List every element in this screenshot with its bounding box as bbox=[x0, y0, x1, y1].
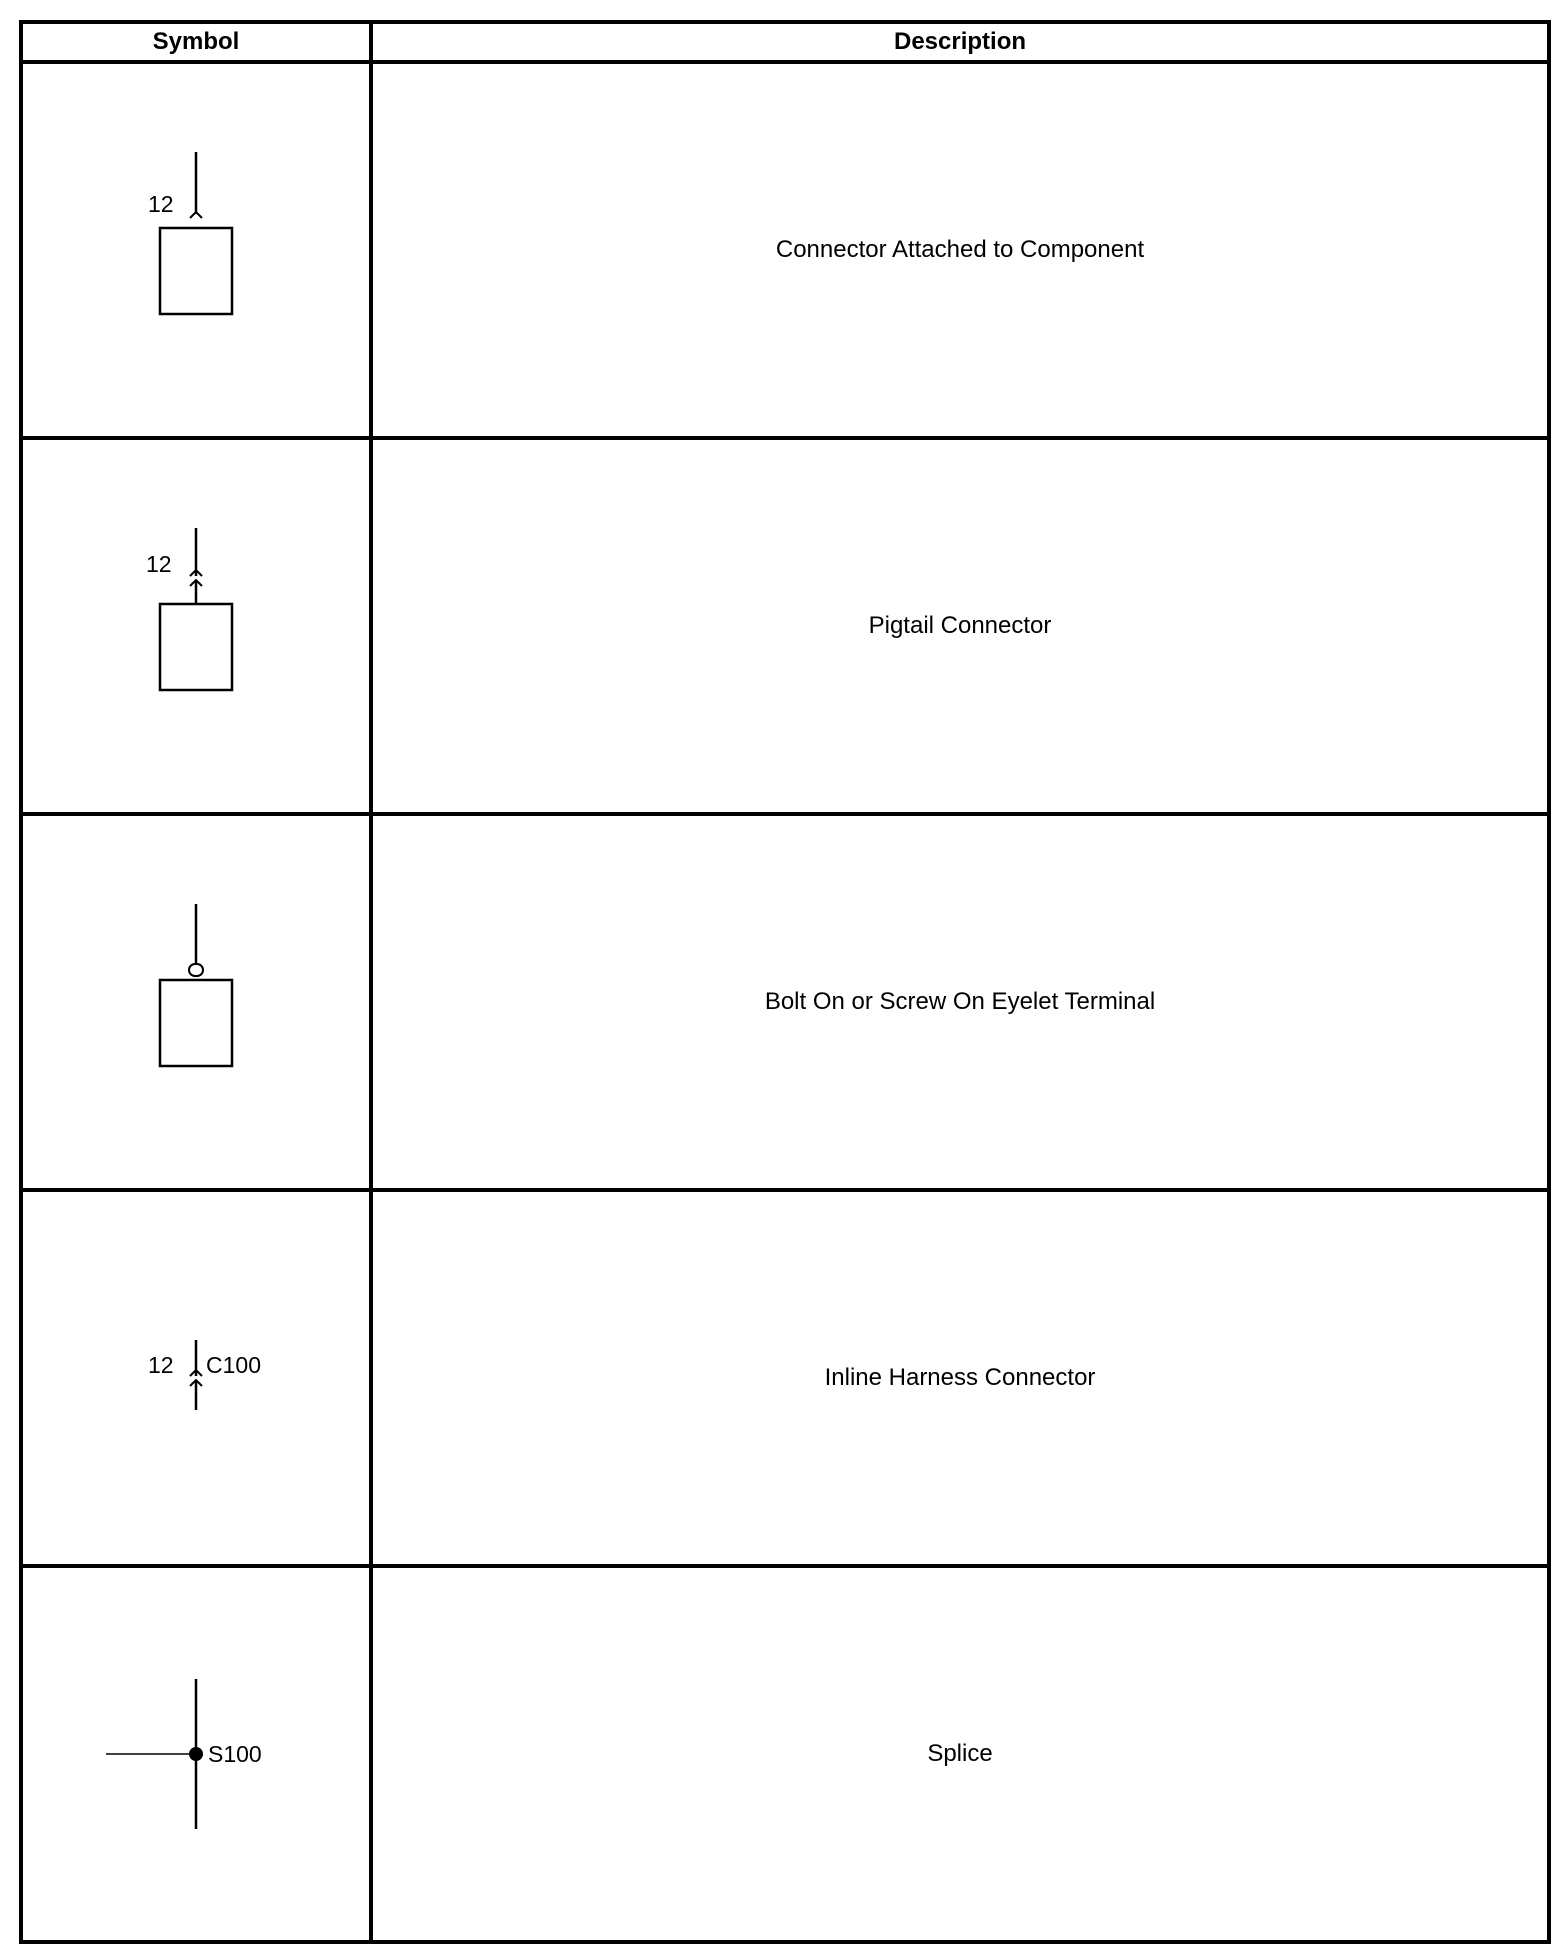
table-row bbox=[21, 438, 1549, 814]
table-row bbox=[21, 1190, 1549, 1566]
table-row bbox=[21, 62, 1549, 438]
pin-number-label: 12 bbox=[148, 191, 174, 217]
pin-number-label: 12 bbox=[146, 551, 172, 577]
connector-id-label: C100 bbox=[206, 1352, 261, 1378]
pigtail-connector-icon bbox=[96, 516, 296, 736]
eyelet-terminal-icon bbox=[96, 892, 296, 1112]
symbol-cell bbox=[21, 1566, 371, 1942]
description-cell bbox=[371, 62, 1549, 438]
splice-id-label: S100 bbox=[208, 1741, 262, 1767]
description-text: Inline Harness Connector bbox=[824, 1364, 1096, 1391]
header-symbol: Symbol bbox=[21, 22, 371, 62]
table-row bbox=[21, 1566, 1549, 1942]
pin-number-label: 12 bbox=[148, 1352, 174, 1378]
description-text: Pigtail Connector bbox=[868, 612, 1052, 639]
inline-harness-connector-icon bbox=[86, 1318, 306, 1438]
symbol-cell bbox=[21, 62, 371, 438]
description-cell bbox=[371, 1566, 1549, 1942]
description-text: Bolt On or Screw On Eyelet Terminal bbox=[764, 988, 1156, 1015]
description-cell bbox=[371, 438, 1549, 814]
symbol-table bbox=[19, 20, 1551, 1944]
header-description: Description bbox=[371, 22, 1549, 62]
table-header-row bbox=[21, 22, 1549, 62]
splice-icon bbox=[76, 1669, 316, 1839]
symbol-cell bbox=[21, 1190, 371, 1566]
symbol-cell bbox=[21, 438, 371, 814]
description-cell bbox=[371, 1190, 1549, 1566]
connector-attached-to-component-icon bbox=[96, 140, 296, 360]
description-text: Connector Attached to Component bbox=[775, 236, 1145, 263]
table-row bbox=[21, 814, 1549, 1190]
symbol-cell bbox=[21, 814, 371, 1190]
description-text: Splice bbox=[927, 1740, 993, 1767]
description-cell bbox=[371, 814, 1549, 1190]
